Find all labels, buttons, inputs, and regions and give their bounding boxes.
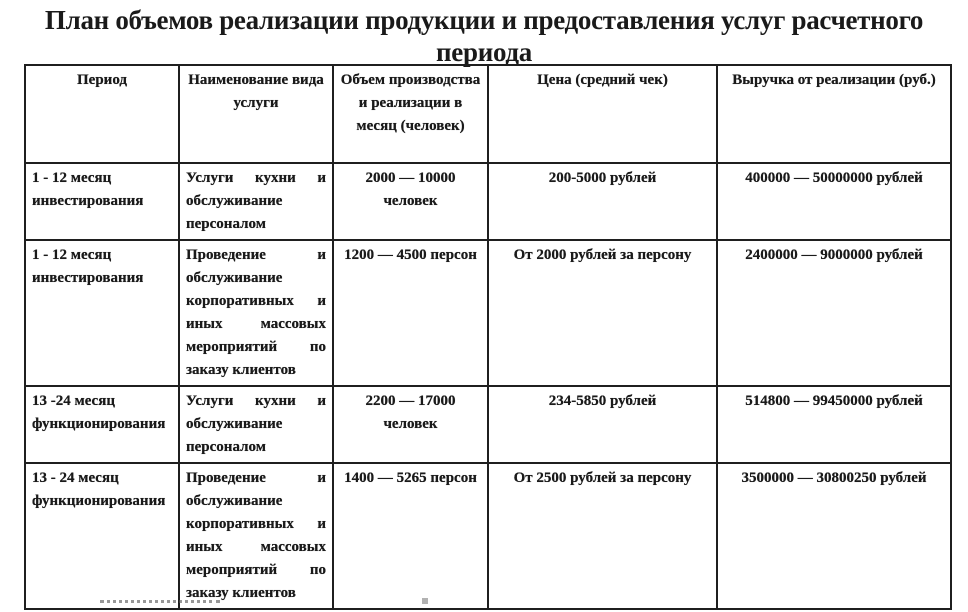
cell-period: 13 - 24 месяц функционирования [25,463,179,609]
cell-service: Услуги кухни и обслуживание персоналом [179,163,333,240]
cell-price: 234-5850 рублей [488,386,717,463]
cell-revenue: 2400000 — 9000000 рублей [717,240,951,386]
cell-service: Услуги кухни и обслуживание персоналом [179,386,333,463]
title-line-1: План объемов реализации продукции и предоставления услуг расчетного [44,5,924,35]
cut-off-footer-text [100,600,220,606]
table-header-row [25,65,951,163]
cell-service: Проведение и обслуживание корпоративных и иных массовых мероприятий по заказу клиентов [179,240,333,386]
cell-volume: 2000 — 10000 человек [333,163,488,240]
header-volume: Объем производства и реализации в месяц (человек) [333,65,488,163]
cell-revenue: 514800 — 99450000 рублей [717,386,951,463]
title-line-2: периода [436,37,532,67]
cut-off-footer-glyph [422,598,428,604]
cell-revenue: 3500000 — 30800250 рублей [717,463,951,609]
header-revenue: Выручка от реализации (руб.) [717,65,951,163]
cell-volume: 1200 — 4500 персон [333,240,488,386]
cell-price: От 2500 рублей за персону [488,463,717,609]
cell-period: 1 - 12 месяц инвестирования [25,240,179,386]
cell-service: Проведение и обслуживание корпоративных и иных массовых мероприятий по заказу клиентов [179,463,333,609]
header-period: Период [25,65,179,163]
cell-volume: 2200 — 17000 человек [333,386,488,463]
header-service: Наименование вида услуги [179,65,333,163]
cell-volume: 1400 — 5265 персон [333,463,488,609]
page-title [0,4,968,68]
table-row [25,240,951,386]
cell-price: 200-5000 рублей [488,163,717,240]
header-price: Цена (средний чек) [488,65,717,163]
cell-period: 13 -24 месяц функционирования [25,386,179,463]
table-row [25,463,951,609]
cell-price: От 2000 рублей за персону [488,240,717,386]
sales-plan-table [24,64,952,610]
table-row [25,386,951,463]
cell-revenue: 400000 — 50000000 рублей [717,163,951,240]
table-row [25,163,951,240]
cell-period: 1 - 12 месяц инвестирования [25,163,179,240]
